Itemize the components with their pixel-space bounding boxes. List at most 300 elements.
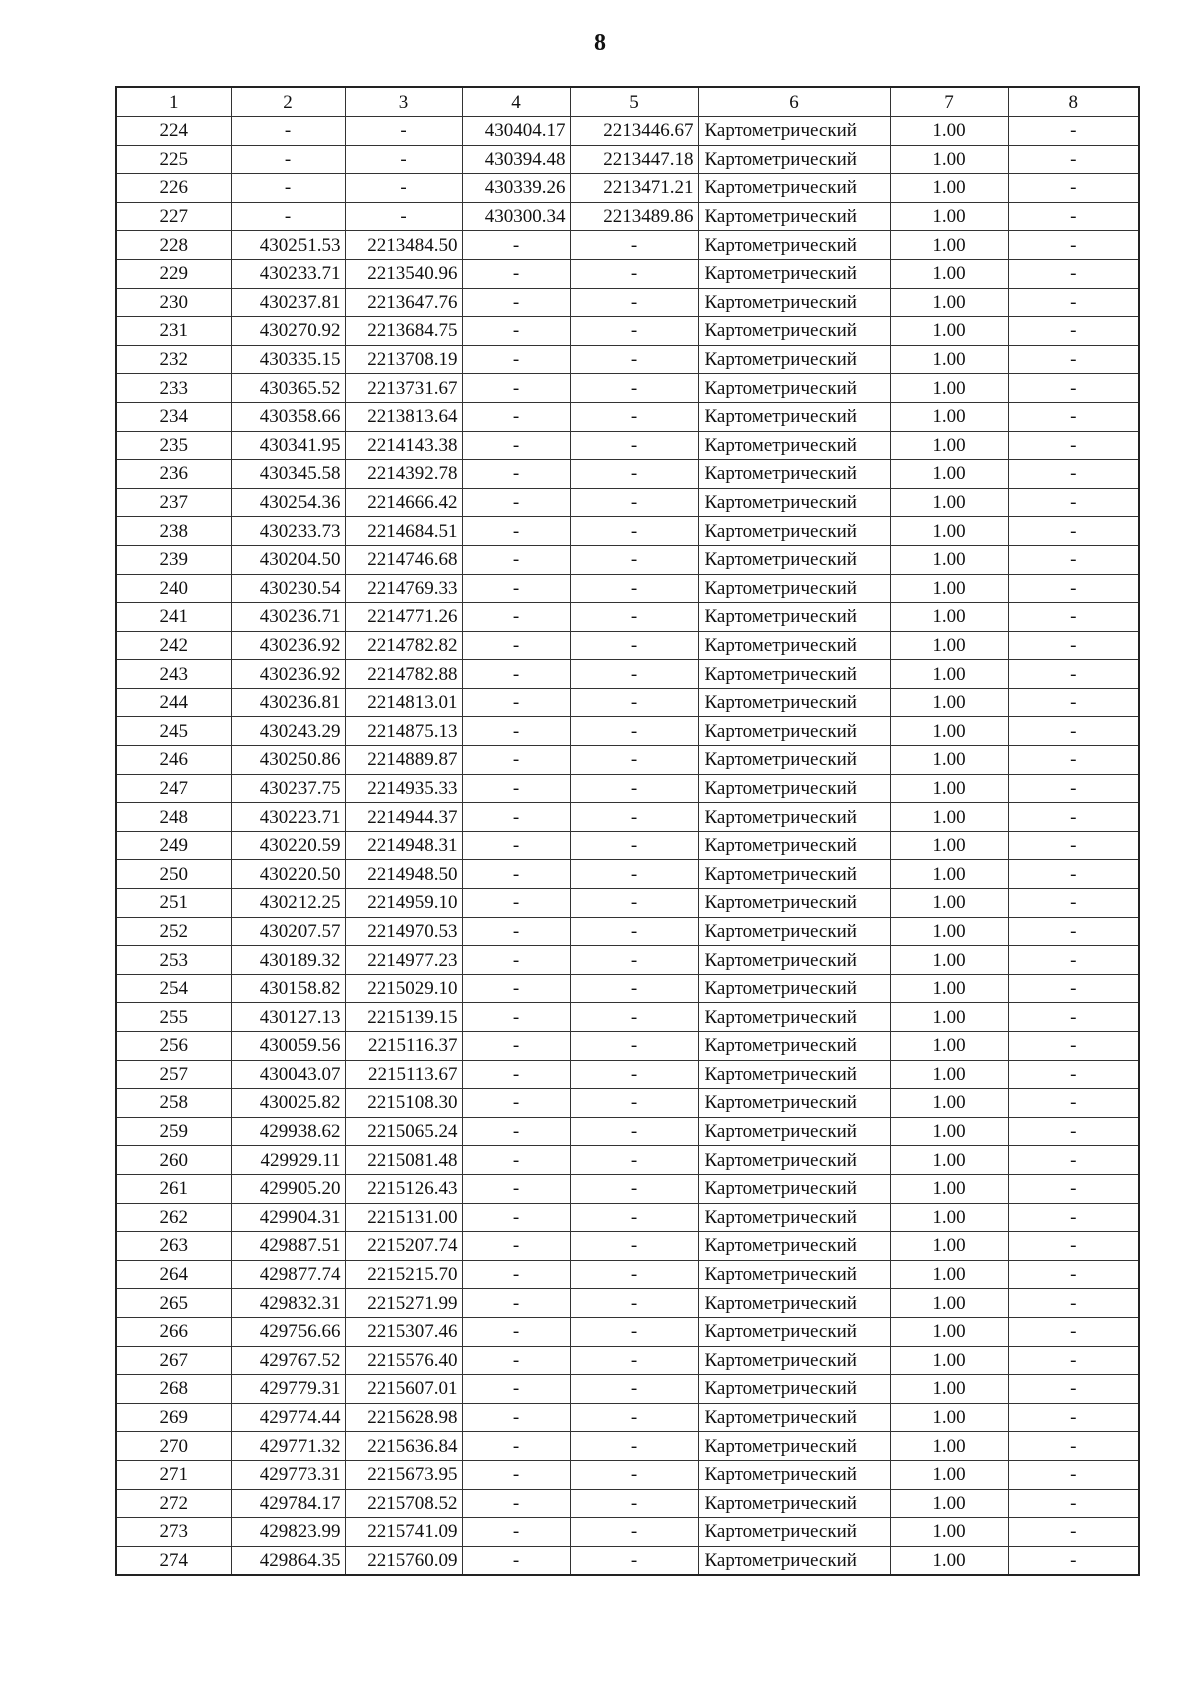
description-cell: - [1008, 660, 1139, 689]
method-cell: Картометрический [698, 1089, 890, 1118]
description-cell: - [1008, 1375, 1139, 1404]
accuracy-cell: 1.00 [890, 1232, 1008, 1261]
existing-y-cell: 2215741.09 [345, 1518, 462, 1547]
existing-y-cell: 2214782.82 [345, 631, 462, 660]
new-x-cell: - [462, 1375, 570, 1404]
method-cell: Картометрический [698, 946, 890, 975]
description-cell: - [1008, 1403, 1139, 1432]
existing-x-cell: 429877.74 [231, 1260, 345, 1289]
new-x-cell: - [462, 288, 570, 317]
new-x-cell: - [462, 774, 570, 803]
new-y-cell: - [570, 1174, 698, 1203]
column-header: 5 [570, 87, 698, 117]
new-x-cell: - [462, 1232, 570, 1261]
new-y-cell: - [570, 1117, 698, 1146]
new-x-cell: - [462, 259, 570, 288]
new-x-cell: - [462, 488, 570, 517]
point-number-cell: 247 [116, 774, 231, 803]
point-number-cell: 238 [116, 517, 231, 546]
existing-y-cell: 2214782.88 [345, 660, 462, 689]
accuracy-cell: 1.00 [890, 774, 1008, 803]
existing-y-cell: 2215207.74 [345, 1232, 462, 1261]
existing-x-cell: 429767.52 [231, 1346, 345, 1375]
new-x-cell: 430339.26 [462, 174, 570, 203]
point-number-cell: 246 [116, 746, 231, 775]
table-row [116, 1460, 1139, 1489]
description-cell: - [1008, 631, 1139, 660]
existing-x-cell: - [231, 145, 345, 174]
method-cell: Картометрический [698, 1346, 890, 1375]
existing-y-cell: 2215113.67 [345, 1060, 462, 1089]
table-row [116, 1375, 1139, 1404]
new-y-cell: - [570, 1232, 698, 1261]
new-y-cell: - [570, 545, 698, 574]
existing-y-cell: - [345, 117, 462, 146]
table-header-row [116, 87, 1139, 117]
new-x-cell: - [462, 1203, 570, 1232]
method-cell: Картометрический [698, 117, 890, 146]
method-cell: Картометрический [698, 402, 890, 431]
method-cell: Картометрический [698, 1146, 890, 1175]
new-y-cell: - [570, 1060, 698, 1089]
point-number-cell: 257 [116, 1060, 231, 1089]
existing-x-cell: 430345.58 [231, 460, 345, 489]
description-cell: - [1008, 317, 1139, 346]
accuracy-cell: 1.00 [890, 402, 1008, 431]
description-cell: - [1008, 431, 1139, 460]
existing-x-cell: 430335.15 [231, 345, 345, 374]
table-row [116, 317, 1139, 346]
existing-y-cell: 2214944.37 [345, 803, 462, 832]
method-cell: Картометрический [698, 174, 890, 203]
table-row [116, 1260, 1139, 1289]
point-number-cell: 259 [116, 1117, 231, 1146]
accuracy-cell: 1.00 [890, 460, 1008, 489]
existing-y-cell: 2213540.96 [345, 259, 462, 288]
description-cell: - [1008, 974, 1139, 1003]
accuracy-cell: 1.00 [890, 317, 1008, 346]
new-y-cell: - [570, 374, 698, 403]
table-row [116, 1346, 1139, 1375]
point-number-cell: 227 [116, 202, 231, 231]
existing-x-cell: 429832.31 [231, 1289, 345, 1318]
existing-y-cell: 2214948.31 [345, 831, 462, 860]
new-y-cell: - [570, 860, 698, 889]
new-x-cell: - [462, 460, 570, 489]
existing-x-cell: 430204.50 [231, 545, 345, 574]
table-row [116, 1546, 1139, 1575]
accuracy-cell: 1.00 [890, 688, 1008, 717]
new-y-cell: 2213471.21 [570, 174, 698, 203]
point-number-cell: 251 [116, 889, 231, 918]
new-y-cell: - [570, 460, 698, 489]
table-row [116, 860, 1139, 889]
table-row [116, 460, 1139, 489]
description-cell: - [1008, 545, 1139, 574]
new-y-cell: - [570, 431, 698, 460]
table-row [116, 1146, 1139, 1175]
point-number-cell: 239 [116, 545, 231, 574]
new-x-cell: - [462, 574, 570, 603]
existing-y-cell: 2215116.37 [345, 1032, 462, 1061]
existing-y-cell: 2213684.75 [345, 317, 462, 346]
new-x-cell: - [462, 1289, 570, 1318]
accuracy-cell: 1.00 [890, 1432, 1008, 1461]
new-x-cell: 430394.48 [462, 145, 570, 174]
method-cell: Картометрический [698, 460, 890, 489]
existing-y-cell: - [345, 145, 462, 174]
new-y-cell: - [570, 317, 698, 346]
description-cell: - [1008, 1518, 1139, 1547]
accuracy-cell: 1.00 [890, 259, 1008, 288]
new-y-cell: - [570, 1489, 698, 1518]
new-x-cell: - [462, 1174, 570, 1203]
new-y-cell: 2213489.86 [570, 202, 698, 231]
table-row [116, 202, 1139, 231]
method-cell: Картометрический [698, 1117, 890, 1146]
table-row [116, 1203, 1139, 1232]
method-cell: Картометрический [698, 631, 890, 660]
new-y-cell: - [570, 1346, 698, 1375]
description-cell: - [1008, 231, 1139, 260]
new-x-cell: - [462, 1260, 570, 1289]
existing-y-cell: 2214813.01 [345, 688, 462, 717]
new-y-cell: - [570, 402, 698, 431]
accuracy-cell: 1.00 [890, 1117, 1008, 1146]
existing-x-cell: 430043.07 [231, 1060, 345, 1089]
description-cell: - [1008, 889, 1139, 918]
existing-y-cell: 2215131.00 [345, 1203, 462, 1232]
table-row [116, 717, 1139, 746]
point-number-cell: 230 [116, 288, 231, 317]
table-row [116, 688, 1139, 717]
new-x-cell: - [462, 1060, 570, 1089]
accuracy-cell: 1.00 [890, 1460, 1008, 1489]
column-header: 2 [231, 87, 345, 117]
new-x-cell: - [462, 402, 570, 431]
existing-y-cell: 2215065.24 [345, 1117, 462, 1146]
method-cell: Картометрический [698, 1289, 890, 1318]
new-y-cell: - [570, 1317, 698, 1346]
existing-x-cell: 429784.17 [231, 1489, 345, 1518]
existing-y-cell: 2213813.64 [345, 402, 462, 431]
existing-y-cell: 2215673.95 [345, 1460, 462, 1489]
point-number-cell: 249 [116, 831, 231, 860]
point-number-cell: 263 [116, 1232, 231, 1261]
table-row [116, 1403, 1139, 1432]
existing-x-cell: 430220.50 [231, 860, 345, 889]
new-x-cell: - [462, 1146, 570, 1175]
point-number-cell: 248 [116, 803, 231, 832]
column-header: 3 [345, 87, 462, 117]
accuracy-cell: 1.00 [890, 288, 1008, 317]
table-row [116, 917, 1139, 946]
new-y-cell: 2213446.67 [570, 117, 698, 146]
existing-x-cell: 429887.51 [231, 1232, 345, 1261]
accuracy-cell: 1.00 [890, 1060, 1008, 1089]
accuracy-cell: 1.00 [890, 917, 1008, 946]
new-y-cell: - [570, 231, 698, 260]
description-cell: - [1008, 288, 1139, 317]
new-y-cell: - [570, 1289, 698, 1318]
description-cell: - [1008, 174, 1139, 203]
table-row [116, 1289, 1139, 1318]
method-cell: Картометрический [698, 831, 890, 860]
new-y-cell: - [570, 1403, 698, 1432]
description-cell: - [1008, 1546, 1139, 1575]
description-cell: - [1008, 1460, 1139, 1489]
method-cell: Картометрический [698, 317, 890, 346]
description-cell: - [1008, 1260, 1139, 1289]
new-y-cell: - [570, 603, 698, 632]
existing-y-cell: 2215139.15 [345, 1003, 462, 1032]
accuracy-cell: 1.00 [890, 860, 1008, 889]
description-cell: - [1008, 374, 1139, 403]
existing-y-cell: 2214143.38 [345, 431, 462, 460]
existing-x-cell: 430220.59 [231, 831, 345, 860]
existing-x-cell: 430223.71 [231, 803, 345, 832]
accuracy-cell: 1.00 [890, 1289, 1008, 1318]
method-cell: Картометрический [698, 889, 890, 918]
existing-x-cell: 430236.92 [231, 631, 345, 660]
existing-x-cell: 430243.29 [231, 717, 345, 746]
new-x-cell: - [462, 917, 570, 946]
existing-y-cell: 2214977.23 [345, 946, 462, 975]
description-cell: - [1008, 946, 1139, 975]
point-number-cell: 242 [116, 631, 231, 660]
table-row [116, 1432, 1139, 1461]
description-cell: - [1008, 831, 1139, 860]
new-x-cell: - [462, 431, 570, 460]
method-cell: Картометрический [698, 1032, 890, 1061]
description-cell: - [1008, 1232, 1139, 1261]
existing-y-cell: 2215576.40 [345, 1346, 462, 1375]
point-number-cell: 241 [116, 603, 231, 632]
new-x-cell: - [462, 231, 570, 260]
method-cell: Картометрический [698, 517, 890, 546]
table-row [116, 345, 1139, 374]
method-cell: Картометрический [698, 431, 890, 460]
accuracy-cell: 1.00 [890, 117, 1008, 146]
existing-y-cell: 2214771.26 [345, 603, 462, 632]
description-cell: - [1008, 259, 1139, 288]
table-body [116, 117, 1139, 1576]
table-row [116, 259, 1139, 288]
existing-x-cell: 430341.95 [231, 431, 345, 460]
existing-x-cell: 429779.31 [231, 1375, 345, 1404]
method-cell: Картометрический [698, 231, 890, 260]
point-number-cell: 232 [116, 345, 231, 374]
existing-y-cell: 2215029.10 [345, 974, 462, 1003]
accuracy-cell: 1.00 [890, 1203, 1008, 1232]
method-cell: Картометрический [698, 288, 890, 317]
point-number-cell: 254 [116, 974, 231, 1003]
new-y-cell: - [570, 1203, 698, 1232]
table-row [116, 774, 1139, 803]
accuracy-cell: 1.00 [890, 545, 1008, 574]
new-y-cell: - [570, 517, 698, 546]
new-y-cell: - [570, 1546, 698, 1575]
existing-x-cell: 429864.35 [231, 1546, 345, 1575]
method-cell: Картометрический [698, 1317, 890, 1346]
method-cell: Картометрический [698, 746, 890, 775]
accuracy-cell: 1.00 [890, 1518, 1008, 1547]
accuracy-cell: 1.00 [890, 1489, 1008, 1518]
existing-x-cell: - [231, 202, 345, 231]
column-header: 8 [1008, 87, 1139, 117]
existing-x-cell: 430365.52 [231, 374, 345, 403]
table-row [116, 431, 1139, 460]
description-cell: - [1008, 488, 1139, 517]
description-cell: - [1008, 1146, 1139, 1175]
point-number-cell: 225 [116, 145, 231, 174]
method-cell: Картометрический [698, 660, 890, 689]
accuracy-cell: 1.00 [890, 746, 1008, 775]
method-cell: Картометрический [698, 345, 890, 374]
new-x-cell: - [462, 1489, 570, 1518]
table-row [116, 631, 1139, 660]
new-y-cell: - [570, 488, 698, 517]
point-number-cell: 268 [116, 1375, 231, 1404]
table-row [116, 574, 1139, 603]
method-cell: Картометрический [698, 860, 890, 889]
method-cell: Картометрический [698, 717, 890, 746]
new-y-cell: - [570, 974, 698, 1003]
table-row [116, 145, 1139, 174]
table-row [116, 1174, 1139, 1203]
new-x-cell: - [462, 1117, 570, 1146]
table-row [116, 746, 1139, 775]
table-row [116, 545, 1139, 574]
point-number-cell: 245 [116, 717, 231, 746]
accuracy-cell: 1.00 [890, 1174, 1008, 1203]
existing-y-cell: 2214970.53 [345, 917, 462, 946]
method-cell: Картометрический [698, 374, 890, 403]
new-x-cell: - [462, 1460, 570, 1489]
accuracy-cell: 1.00 [890, 1317, 1008, 1346]
description-cell: - [1008, 1289, 1139, 1318]
point-number-cell: 256 [116, 1032, 231, 1061]
point-number-cell: 253 [116, 946, 231, 975]
new-x-cell: 430404.17 [462, 117, 570, 146]
existing-y-cell: 2213484.50 [345, 231, 462, 260]
table-row [116, 974, 1139, 1003]
description-cell: - [1008, 460, 1139, 489]
method-cell: Картометрический [698, 488, 890, 517]
existing-y-cell: 2215108.30 [345, 1089, 462, 1118]
table-row [116, 660, 1139, 689]
existing-y-cell: 2215081.48 [345, 1146, 462, 1175]
new-x-cell: - [462, 1317, 570, 1346]
new-x-cell: - [462, 1403, 570, 1432]
description-cell: - [1008, 1174, 1139, 1203]
existing-x-cell: 429773.31 [231, 1460, 345, 1489]
point-number-cell: 235 [116, 431, 231, 460]
existing-y-cell: - [345, 174, 462, 203]
new-y-cell: - [570, 946, 698, 975]
point-number-cell: 274 [116, 1546, 231, 1575]
existing-x-cell: 430237.81 [231, 288, 345, 317]
new-x-cell: - [462, 860, 570, 889]
new-y-cell: - [570, 774, 698, 803]
accuracy-cell: 1.00 [890, 660, 1008, 689]
existing-x-cell: 430236.92 [231, 660, 345, 689]
accuracy-cell: 1.00 [890, 603, 1008, 632]
existing-x-cell: 429905.20 [231, 1174, 345, 1203]
point-number-cell: 258 [116, 1089, 231, 1118]
existing-x-cell: 430127.13 [231, 1003, 345, 1032]
new-x-cell: - [462, 374, 570, 403]
point-number-cell: 250 [116, 860, 231, 889]
existing-y-cell: - [345, 202, 462, 231]
accuracy-cell: 1.00 [890, 1146, 1008, 1175]
description-cell: - [1008, 145, 1139, 174]
existing-y-cell: 2215760.09 [345, 1546, 462, 1575]
point-number-cell: 255 [116, 1003, 231, 1032]
table-row [116, 889, 1139, 918]
existing-x-cell: 429774.44 [231, 1403, 345, 1432]
coordinates-table [115, 86, 1140, 1576]
new-y-cell: - [570, 746, 698, 775]
new-x-cell: 430300.34 [462, 202, 570, 231]
table-row [116, 1518, 1139, 1547]
new-x-cell: - [462, 1003, 570, 1032]
existing-x-cell: 430212.25 [231, 889, 345, 918]
accuracy-cell: 1.00 [890, 174, 1008, 203]
point-number-cell: 264 [116, 1260, 231, 1289]
new-x-cell: - [462, 517, 570, 546]
table-row [116, 1060, 1139, 1089]
table-row [116, 603, 1139, 632]
accuracy-cell: 1.00 [890, 517, 1008, 546]
point-number-cell: 236 [116, 460, 231, 489]
new-y-cell: - [570, 803, 698, 832]
accuracy-cell: 1.00 [890, 946, 1008, 975]
method-cell: Картометрический [698, 803, 890, 832]
method-cell: Картометрический [698, 1432, 890, 1461]
method-cell: Картометрический [698, 1003, 890, 1032]
point-number-cell: 228 [116, 231, 231, 260]
table-row [116, 1232, 1139, 1261]
new-y-cell: - [570, 1260, 698, 1289]
existing-x-cell: 429929.11 [231, 1146, 345, 1175]
method-cell: Картометрический [698, 259, 890, 288]
new-x-cell: - [462, 1032, 570, 1061]
point-number-cell: 270 [116, 1432, 231, 1461]
existing-x-cell: 430158.82 [231, 974, 345, 1003]
existing-y-cell: 2215307.46 [345, 1317, 462, 1346]
new-y-cell: - [570, 631, 698, 660]
accuracy-cell: 1.00 [890, 1375, 1008, 1404]
point-number-cell: 226 [116, 174, 231, 203]
existing-x-cell: 429904.31 [231, 1203, 345, 1232]
accuracy-cell: 1.00 [890, 431, 1008, 460]
point-number-cell: 243 [116, 660, 231, 689]
method-cell: Картометрический [698, 1203, 890, 1232]
description-cell: - [1008, 1003, 1139, 1032]
method-cell: Картометрический [698, 1260, 890, 1289]
table-row [116, 117, 1139, 146]
existing-y-cell: 2213708.19 [345, 345, 462, 374]
accuracy-cell: 1.00 [890, 631, 1008, 660]
existing-x-cell: 430025.82 [231, 1089, 345, 1118]
description-cell: - [1008, 517, 1139, 546]
new-x-cell: - [462, 803, 570, 832]
table-row [116, 174, 1139, 203]
description-cell: - [1008, 688, 1139, 717]
table-row [116, 946, 1139, 975]
accuracy-cell: 1.00 [890, 374, 1008, 403]
